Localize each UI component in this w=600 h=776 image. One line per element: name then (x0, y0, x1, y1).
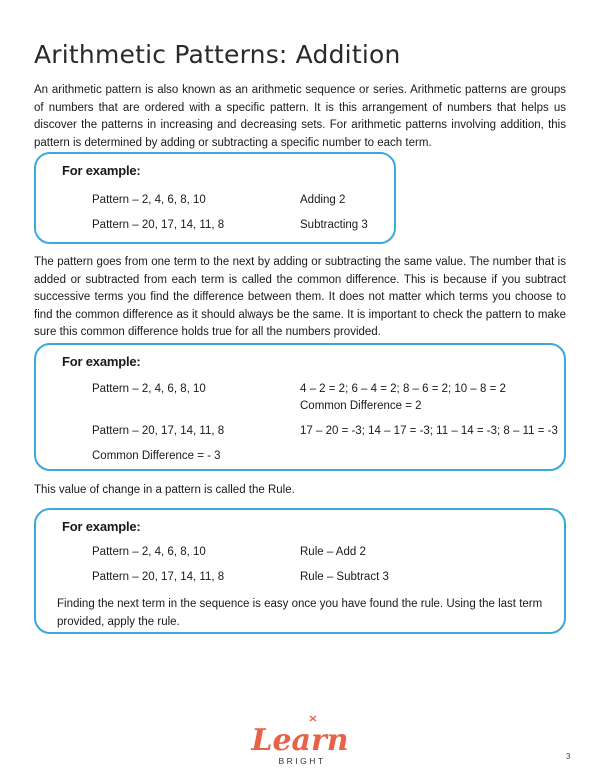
page-title: Arithmetic Patterns: Addition (34, 40, 401, 69)
common-difference: Common Difference = 2 (300, 400, 422, 412)
pattern-description: Subtracting 3 (300, 219, 368, 231)
intro-paragraph: An arithmetic pattern is also known as an arithmetic sequence or series. Arithmetic patterns are groups of numbers that are ordered with a specific pattern. It is this arrangement of numbers that helps us discover the patterns in increasing and decreasing sets. For arithmetic patterns involving addition, this pattern is determined by adding or subtracting a specific number to each term. (34, 84, 566, 149)
pattern-text: Pattern – 2, 4, 6, 8, 10 (92, 194, 206, 206)
pattern-text: Pattern – 20, 17, 14, 11, 8 (92, 219, 225, 231)
page-number: 3 (566, 752, 571, 761)
rule-text: Rule – Add 2 (300, 546, 366, 558)
difference-calculation: 4 – 2 = 2; 6 – 4 = 2; 8 – 6 = 2; 10 – 8 = 2 (300, 383, 506, 395)
pattern-description: Adding 2 (300, 194, 346, 206)
example-heading: For example: (62, 519, 141, 534)
pattern-text: Pattern – 2, 4, 6, 8, 10 (92, 546, 206, 558)
common-difference: Common Difference = - 3 (92, 450, 221, 462)
example-box-1 (34, 152, 396, 244)
rule-text: Rule – Subtract 3 (300, 571, 389, 583)
pattern-text: Pattern – 20, 17, 14, 11, 8 (92, 425, 225, 437)
rule-note: Finding the next term in the sequence is easy once you have found the rule. Using the last term provided, apply the rule. (57, 598, 543, 628)
example-heading: For example: (62, 163, 141, 178)
difference-calculation: 17 – 20 = -3; 14 – 17 = -3; 11 – 14 = -3; 8 – 11 = -3 (300, 425, 558, 437)
example-box-2 (34, 343, 566, 471)
pattern-text: Pattern – 2, 4, 6, 8, 10 (92, 383, 206, 395)
example-heading: For example: (62, 354, 141, 369)
common-difference-paragraph: The pattern goes from one term to the next by adding or subtracting the same value. The number that is added or subtracted from each term is called the common difference. This is because if you subtract successive terms you find the difference between them. It does not matter which terms you choose to find the common difference as it should always be the same. It is important to check the pattern to make sure this common difference holds true for all the numbers provided. (34, 256, 566, 339)
logo-subtitle: BRIGHT (278, 756, 326, 766)
learn-bright-logo (240, 712, 360, 768)
rule-sentence: This value of change in a pattern is called the Rule. (34, 484, 295, 496)
pencil-icon (310, 716, 316, 721)
pattern-text: Pattern – 20, 17, 14, 11, 8 (92, 571, 225, 583)
logo-word: Learn (251, 723, 349, 758)
